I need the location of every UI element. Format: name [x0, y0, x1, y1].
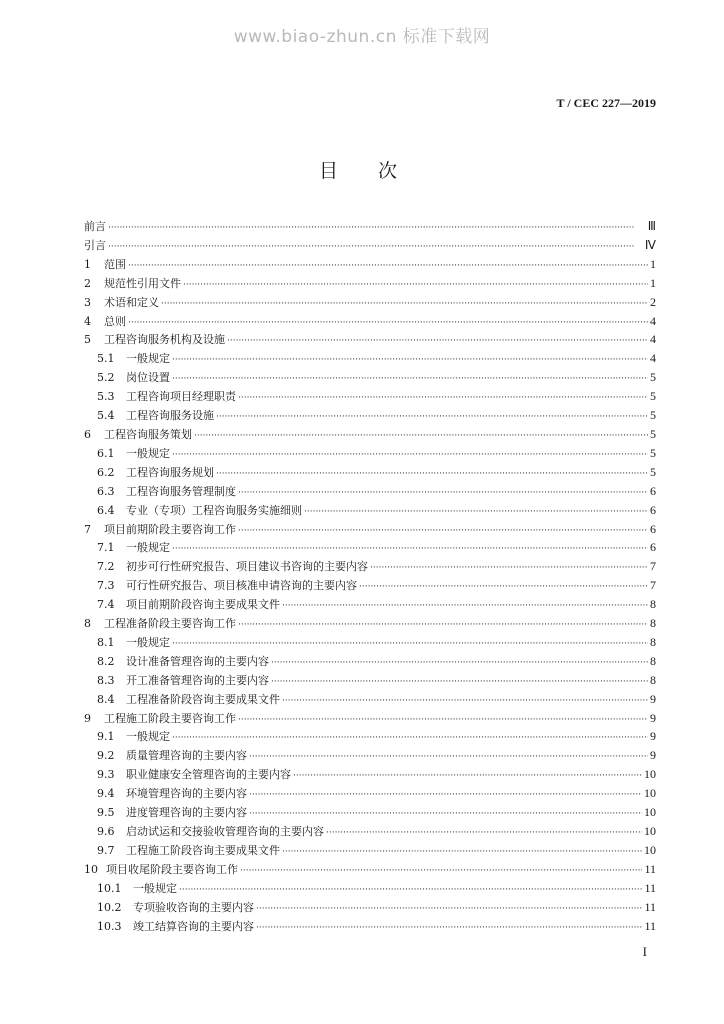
toc-entry-number: 9.4: [97, 787, 115, 801]
toc-entry[interactable]: [84, 576, 656, 595]
toc-leader-dots: [227, 332, 648, 346]
toc-entry-title: 一般规定: [126, 635, 170, 649]
toc-entry[interactable]: [84, 614, 656, 633]
toc-leader-dots: [179, 881, 642, 895]
toc-entry-title: 开工准备管理咨询的主要内容: [126, 673, 269, 687]
toc-entry[interactable]: [84, 709, 656, 728]
toc-entry-title: 工程准备阶段咨询主要成果文件: [126, 692, 280, 706]
toc-entry[interactable]: [84, 482, 656, 501]
toc-entry-title: 启动试运和交接验收管理咨询的主要内容: [126, 825, 324, 838]
toc-entry-number: 1: [84, 257, 91, 271]
title-char-1: 目: [318, 160, 346, 182]
toc-entry-title: 规范性引用文件: [104, 276, 181, 290]
toc-entry-number: 10.2: [97, 900, 122, 914]
toc-entry-page: 10: [644, 786, 656, 801]
toc-leader-dots: [271, 654, 648, 668]
toc-entry-number: 7: [84, 522, 91, 536]
toc-entry[interactable]: [84, 860, 656, 879]
toc-entry[interactable]: [84, 274, 656, 293]
toc-entry-number: 8.2: [97, 654, 115, 668]
toc-entry-number: 8.1: [97, 635, 115, 649]
toc-entry-title: 设计准备管理咨询的主要内容: [126, 654, 269, 668]
toc-entry-page: Ⅲ: [647, 219, 656, 233]
toc-entry-page: 7: [650, 578, 656, 593]
toc-entry-page: 8: [650, 597, 656, 612]
toc-entry-title: 一般规定: [126, 446, 170, 460]
toc-leader-dots: [161, 295, 648, 309]
toc-entry[interactable]: [84, 330, 656, 349]
toc-entry-page: 7: [650, 559, 656, 574]
toc-entry-number: 9.6: [97, 825, 115, 838]
toc-entry-title: 工程咨询服务规划: [126, 465, 214, 479]
toc-entry-title: 一般规定: [126, 541, 170, 555]
toc-entry-number: 6.4: [97, 503, 115, 517]
toc-entry[interactable]: [84, 595, 656, 614]
toc-entry-number: 7.1: [97, 541, 115, 555]
toc-entry[interactable]: [84, 671, 656, 690]
toc-leader-dots: [238, 522, 648, 536]
toc-entry-page: 5: [650, 408, 656, 423]
toc-entry-title: 工程咨询服务机构及设施: [104, 333, 225, 347]
toc-entry-title: 质量管理咨询的主要内容: [126, 749, 247, 763]
toc-entry-number: 2: [84, 276, 91, 290]
toc-entry[interactable]: [84, 841, 656, 860]
toc-leader-dots: [256, 900, 642, 914]
toc-entry[interactable]: [84, 898, 656, 917]
toc-leader-dots: [249, 786, 642, 800]
toc-entry-title: 一般规定: [126, 352, 170, 366]
toc-entry-page: 5: [650, 370, 656, 385]
toc-leader-dots: [271, 673, 648, 687]
toc-entry[interactable]: [84, 822, 656, 841]
toc-entry[interactable]: [84, 463, 656, 482]
toc-leader-dots: [128, 257, 648, 271]
toc-entry-number: 3: [84, 295, 91, 309]
toc-entry-page: 9: [650, 710, 656, 725]
toc-leader-dots: [238, 484, 648, 498]
toc-entry-title: 项目收尾阶段主要咨询工作: [106, 862, 238, 876]
toc-entry-page: 9: [650, 691, 656, 706]
toc-leader-dots: [172, 729, 648, 743]
toc-entry-title: 工程咨询服务策划: [104, 427, 192, 441]
toc-entry-number: 9.1: [97, 730, 115, 744]
toc-leader-dots: [282, 597, 648, 611]
toc-leader-dots: [128, 314, 648, 328]
toc-entry-page: 1: [650, 275, 656, 290]
toc-leader-dots: [282, 843, 642, 857]
page-number: I: [642, 944, 647, 959]
toc-leader-dots: [282, 692, 648, 706]
toc-entry-title: 工程准备阶段主要咨询工作: [104, 617, 236, 631]
toc-entry-number: 5.2: [97, 371, 115, 385]
toc-entry-page: 5: [650, 464, 656, 479]
toc-entry[interactable]: [84, 312, 656, 331]
toc-entry[interactable]: [84, 425, 656, 444]
page-title: [0, 156, 724, 183]
toc-entry[interactable]: [84, 236, 656, 255]
toc-leader-dots: [172, 370, 648, 384]
toc-entry[interactable]: [84, 217, 656, 236]
toc-entry-title: 专项验收咨询的主要内容: [133, 900, 254, 914]
toc-entry-number: 10.3: [97, 919, 122, 933]
toc-entry-page: 6: [650, 521, 656, 536]
toc-entry[interactable]: [84, 501, 656, 520]
toc-entry-title: 一般规定: [133, 881, 177, 895]
toc-entry-number: 4: [84, 314, 91, 328]
toc-entry[interactable]: [84, 520, 656, 539]
toc-entry-page: 11: [644, 899, 656, 914]
toc-entry-page: 8: [650, 616, 656, 631]
toc-entry-number: 7.4: [97, 598, 115, 612]
toc-leader-dots: [172, 446, 648, 460]
toc-entry-page: 8: [650, 672, 656, 687]
toc-entry-number: 6.1: [97, 446, 115, 460]
toc-entry-page: 5: [650, 445, 656, 460]
toc-entry[interactable]: [84, 879, 656, 898]
toc-entry-page: 11: [644, 861, 656, 876]
toc-leader-dots: [216, 465, 648, 479]
toc-leader-dots: [249, 805, 642, 819]
toc-entry-number: 9.7: [97, 843, 115, 857]
toc-entry-page: 2: [650, 294, 656, 309]
toc-entry[interactable]: [84, 406, 656, 425]
toc-entry-number: 7.2: [97, 560, 115, 574]
toc-entry[interactable]: [84, 652, 656, 671]
toc-entry[interactable]: [84, 765, 656, 784]
toc-entry-page: 6: [650, 502, 656, 517]
toc-entry-title: 职业健康安全管理咨询的主要内容: [126, 768, 291, 782]
toc-entry[interactable]: [84, 803, 656, 822]
toc-entry-title: 项目前期阶段咨询主要成果文件: [126, 598, 280, 612]
toc-entry-number: 6.3: [97, 484, 115, 498]
toc-entry-number: 9.3: [97, 768, 115, 782]
toc-leader-dots: [326, 824, 642, 838]
toc-entry-title: 初步可行性研究报告、项目建议书咨询的主要内容: [126, 560, 368, 574]
toc-entry-title: 工程咨询项目经理职责: [126, 390, 236, 404]
toc-leader-dots: [194, 427, 648, 441]
toc-entry-page: 8: [650, 634, 656, 649]
toc-entry-page: 9: [650, 729, 656, 744]
toc-entry-title: 工程施工阶段咨询主要成果文件: [126, 843, 280, 857]
toc-leader-dots: [238, 711, 648, 725]
toc-entry-title: 工程施工阶段主要咨询工作: [104, 711, 236, 725]
toc-entry-title: 环境管理咨询的主要内容: [126, 787, 247, 801]
toc-entry-title: 可行性研究报告、项目核准申请咨询的主要内容: [126, 579, 357, 593]
toc-entry-page: 4: [650, 332, 656, 347]
toc-entry-page: 1: [650, 256, 656, 271]
toc-entry[interactable]: [84, 387, 656, 406]
toc-leader-dots: [359, 578, 648, 592]
toc-leader-dots: [256, 919, 642, 933]
toc-leader-dots: [216, 408, 648, 422]
toc-leader-dots: [240, 862, 642, 876]
toc-entry[interactable]: [84, 255, 656, 274]
toc-entry-number: 8.3: [97, 673, 115, 687]
toc-entry[interactable]: [84, 538, 656, 557]
toc-leader-dots: [238, 616, 648, 630]
toc-leader-dots: [108, 219, 646, 233]
table-of-contents: [84, 217, 656, 935]
toc-entry-page: 8: [650, 653, 656, 668]
toc-entry-page: 6: [650, 540, 656, 555]
toc-entry-number: 5.3: [97, 390, 115, 404]
toc-entry-title: 进度管理咨询的主要内容: [126, 806, 247, 820]
toc-entry-number: 9.2: [97, 749, 115, 763]
toc-entry-number: 8: [84, 617, 91, 631]
toc-entry-number: 10.1: [97, 881, 122, 895]
toc-entry-number: 8.4: [97, 692, 115, 706]
toc-entry[interactable]: [84, 349, 656, 368]
title-char-2: 次: [378, 160, 406, 182]
toc-entry[interactable]: [84, 746, 656, 765]
standard-number: T / CEC 227—2019: [556, 96, 656, 110]
toc-leader-dots: [183, 276, 648, 290]
toc-entry-number: 9: [84, 711, 91, 725]
toc-entry-page: 5: [650, 426, 656, 441]
toc-entry-page: 9: [650, 748, 656, 763]
toc-entry-title: 总则: [104, 314, 126, 328]
toc-entry-page: 11: [644, 880, 656, 895]
toc-entry-title: 范围: [104, 257, 126, 271]
toc-entry[interactable]: [84, 557, 656, 576]
toc-entry-number: 6.2: [97, 465, 115, 479]
toc-entry-title: 一般规定: [126, 730, 170, 744]
toc-entry-number: 7.3: [97, 579, 115, 593]
toc-leader-dots: [108, 238, 643, 252]
toc-entry[interactable]: [84, 368, 656, 387]
toc-entry[interactable]: [84, 633, 656, 652]
toc-entry-page: 5: [650, 389, 656, 404]
toc-entry-number: 5: [84, 333, 91, 347]
toc-leader-dots: [304, 503, 648, 517]
toc-entry-page: 10: [644, 767, 656, 782]
toc-entry-page: 11: [644, 918, 656, 933]
toc-entry-number: 10: [84, 862, 98, 876]
toc-entry[interactable]: [84, 917, 656, 936]
toc-entry-number: 5.4: [97, 409, 115, 423]
toc-leader-dots: [249, 748, 648, 762]
toc-entry-page: 10: [644, 824, 656, 838]
watermark: www.biao-zhun.cn 标准下载网: [233, 27, 491, 47]
toc-leader-dots: [238, 389, 648, 403]
toc-entry[interactable]: [84, 727, 656, 746]
toc-entry[interactable]: [84, 784, 656, 803]
toc-entry-title: 前言: [84, 220, 106, 233]
toc-entry[interactable]: [84, 293, 656, 312]
toc-entry-title: 竣工结算咨询的主要内容: [133, 919, 254, 933]
toc-leader-dots: [172, 351, 648, 365]
toc-entry-title: 岗位设置: [126, 371, 170, 385]
toc-entry-title: 引言: [84, 238, 106, 252]
toc-entry[interactable]: [84, 444, 656, 463]
toc-entry-title: 工程咨询服务设施: [126, 409, 214, 423]
toc-entry-page: 4: [650, 313, 656, 328]
toc-leader-dots: [293, 767, 642, 781]
toc-entry-title: 术语和定义: [104, 295, 159, 309]
toc-entry-title: 项目前期阶段主要咨询工作: [104, 522, 236, 536]
toc-entry-page: 4: [650, 351, 656, 366]
toc-entry-page: Ⅳ: [644, 237, 656, 252]
toc-entry-number: 9.5: [97, 806, 115, 820]
toc-entry-title: 工程咨询服务管理制度: [126, 484, 236, 498]
toc-leader-dots: [172, 635, 648, 649]
toc-entry-number: 5.1: [97, 352, 115, 366]
toc-entry[interactable]: [84, 690, 656, 709]
toc-entry-page: 6: [650, 483, 656, 498]
toc-entry-page: 10: [644, 842, 656, 857]
toc-leader-dots: [172, 540, 648, 554]
toc-entry-title: 专业（专项）工程咨询服务实施细则: [126, 503, 302, 517]
toc-leader-dots: [370, 559, 648, 573]
toc-entry-number: 6: [84, 427, 91, 441]
toc-entry-page: 10: [644, 805, 656, 820]
